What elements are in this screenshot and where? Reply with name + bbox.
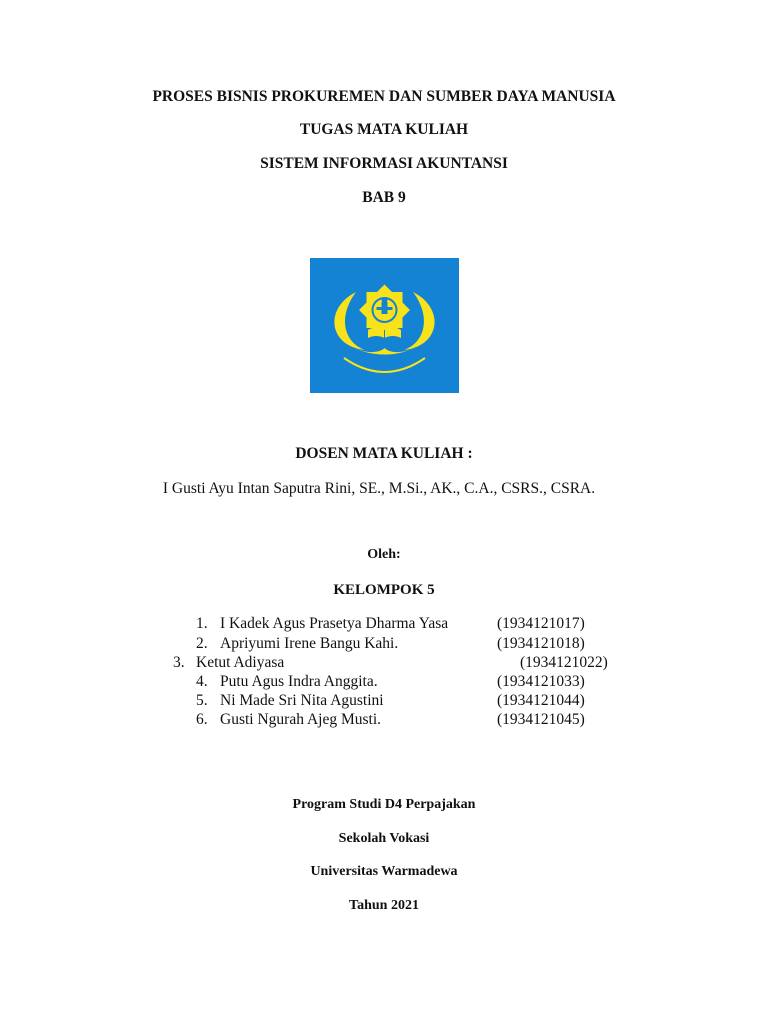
member-nim: (1934121044) (497, 692, 585, 709)
member-nim: (1934121033) (497, 673, 585, 690)
member-name: Apriyumi Irene Bangu Kahi. (220, 635, 399, 652)
member-number: 1. (196, 615, 208, 632)
lecturer-heading: DOSEN MATA KULIAH : (295, 445, 473, 462)
member-nim: (1934121017) (497, 615, 585, 632)
chapter-label: BAB 9 (362, 189, 406, 206)
course-label: TUGAS MATA KULIAH (299, 121, 469, 138)
member-nim: (1934121022) (520, 654, 608, 671)
member-number: 3. (173, 654, 185, 671)
school-name: Sekolah Vokasi (338, 831, 430, 846)
by-label: Oleh: (367, 547, 401, 562)
member-number: 4. (196, 673, 208, 690)
member-nim: (1934121045) (497, 711, 585, 728)
study-program: Program Studi D4 Perpajakan (292, 797, 476, 812)
year-label: Tahun 2021 (349, 898, 419, 913)
lecturer-name: I Gusti Ayu Intan Saputra Rini, SE., M.Si., AK., C.A., CSRS., CSRA. (162, 480, 596, 497)
university-name: Universitas Warmadewa (310, 864, 458, 879)
member-name: I Kadek Agus Prasetya Dharma Yasa (220, 615, 449, 632)
university-crest-icon (310, 258, 459, 393)
course-name: SISTEM INFORMASI AKUNTANSI (260, 155, 508, 172)
member-number: 5. (196, 692, 208, 709)
university-logo (310, 258, 459, 393)
member-name: Ni Made Sri Nita Agustini (220, 692, 384, 709)
member-number: 2. (196, 635, 208, 652)
member-name: Putu Agus Indra Anggita. (220, 673, 378, 690)
member-name: Gusti Ngurah Ajeg Musti. (220, 711, 382, 728)
group-name: KELOMPOK 5 (333, 582, 435, 598)
member-name: Ketut Adiyasa (196, 654, 285, 671)
member-number: 6. (196, 711, 208, 728)
member-nim: (1934121018) (497, 635, 585, 652)
document-title: PROSES BISNIS PROKUREMEN DAN SUMBER DAYA MANUSIA (152, 88, 616, 105)
